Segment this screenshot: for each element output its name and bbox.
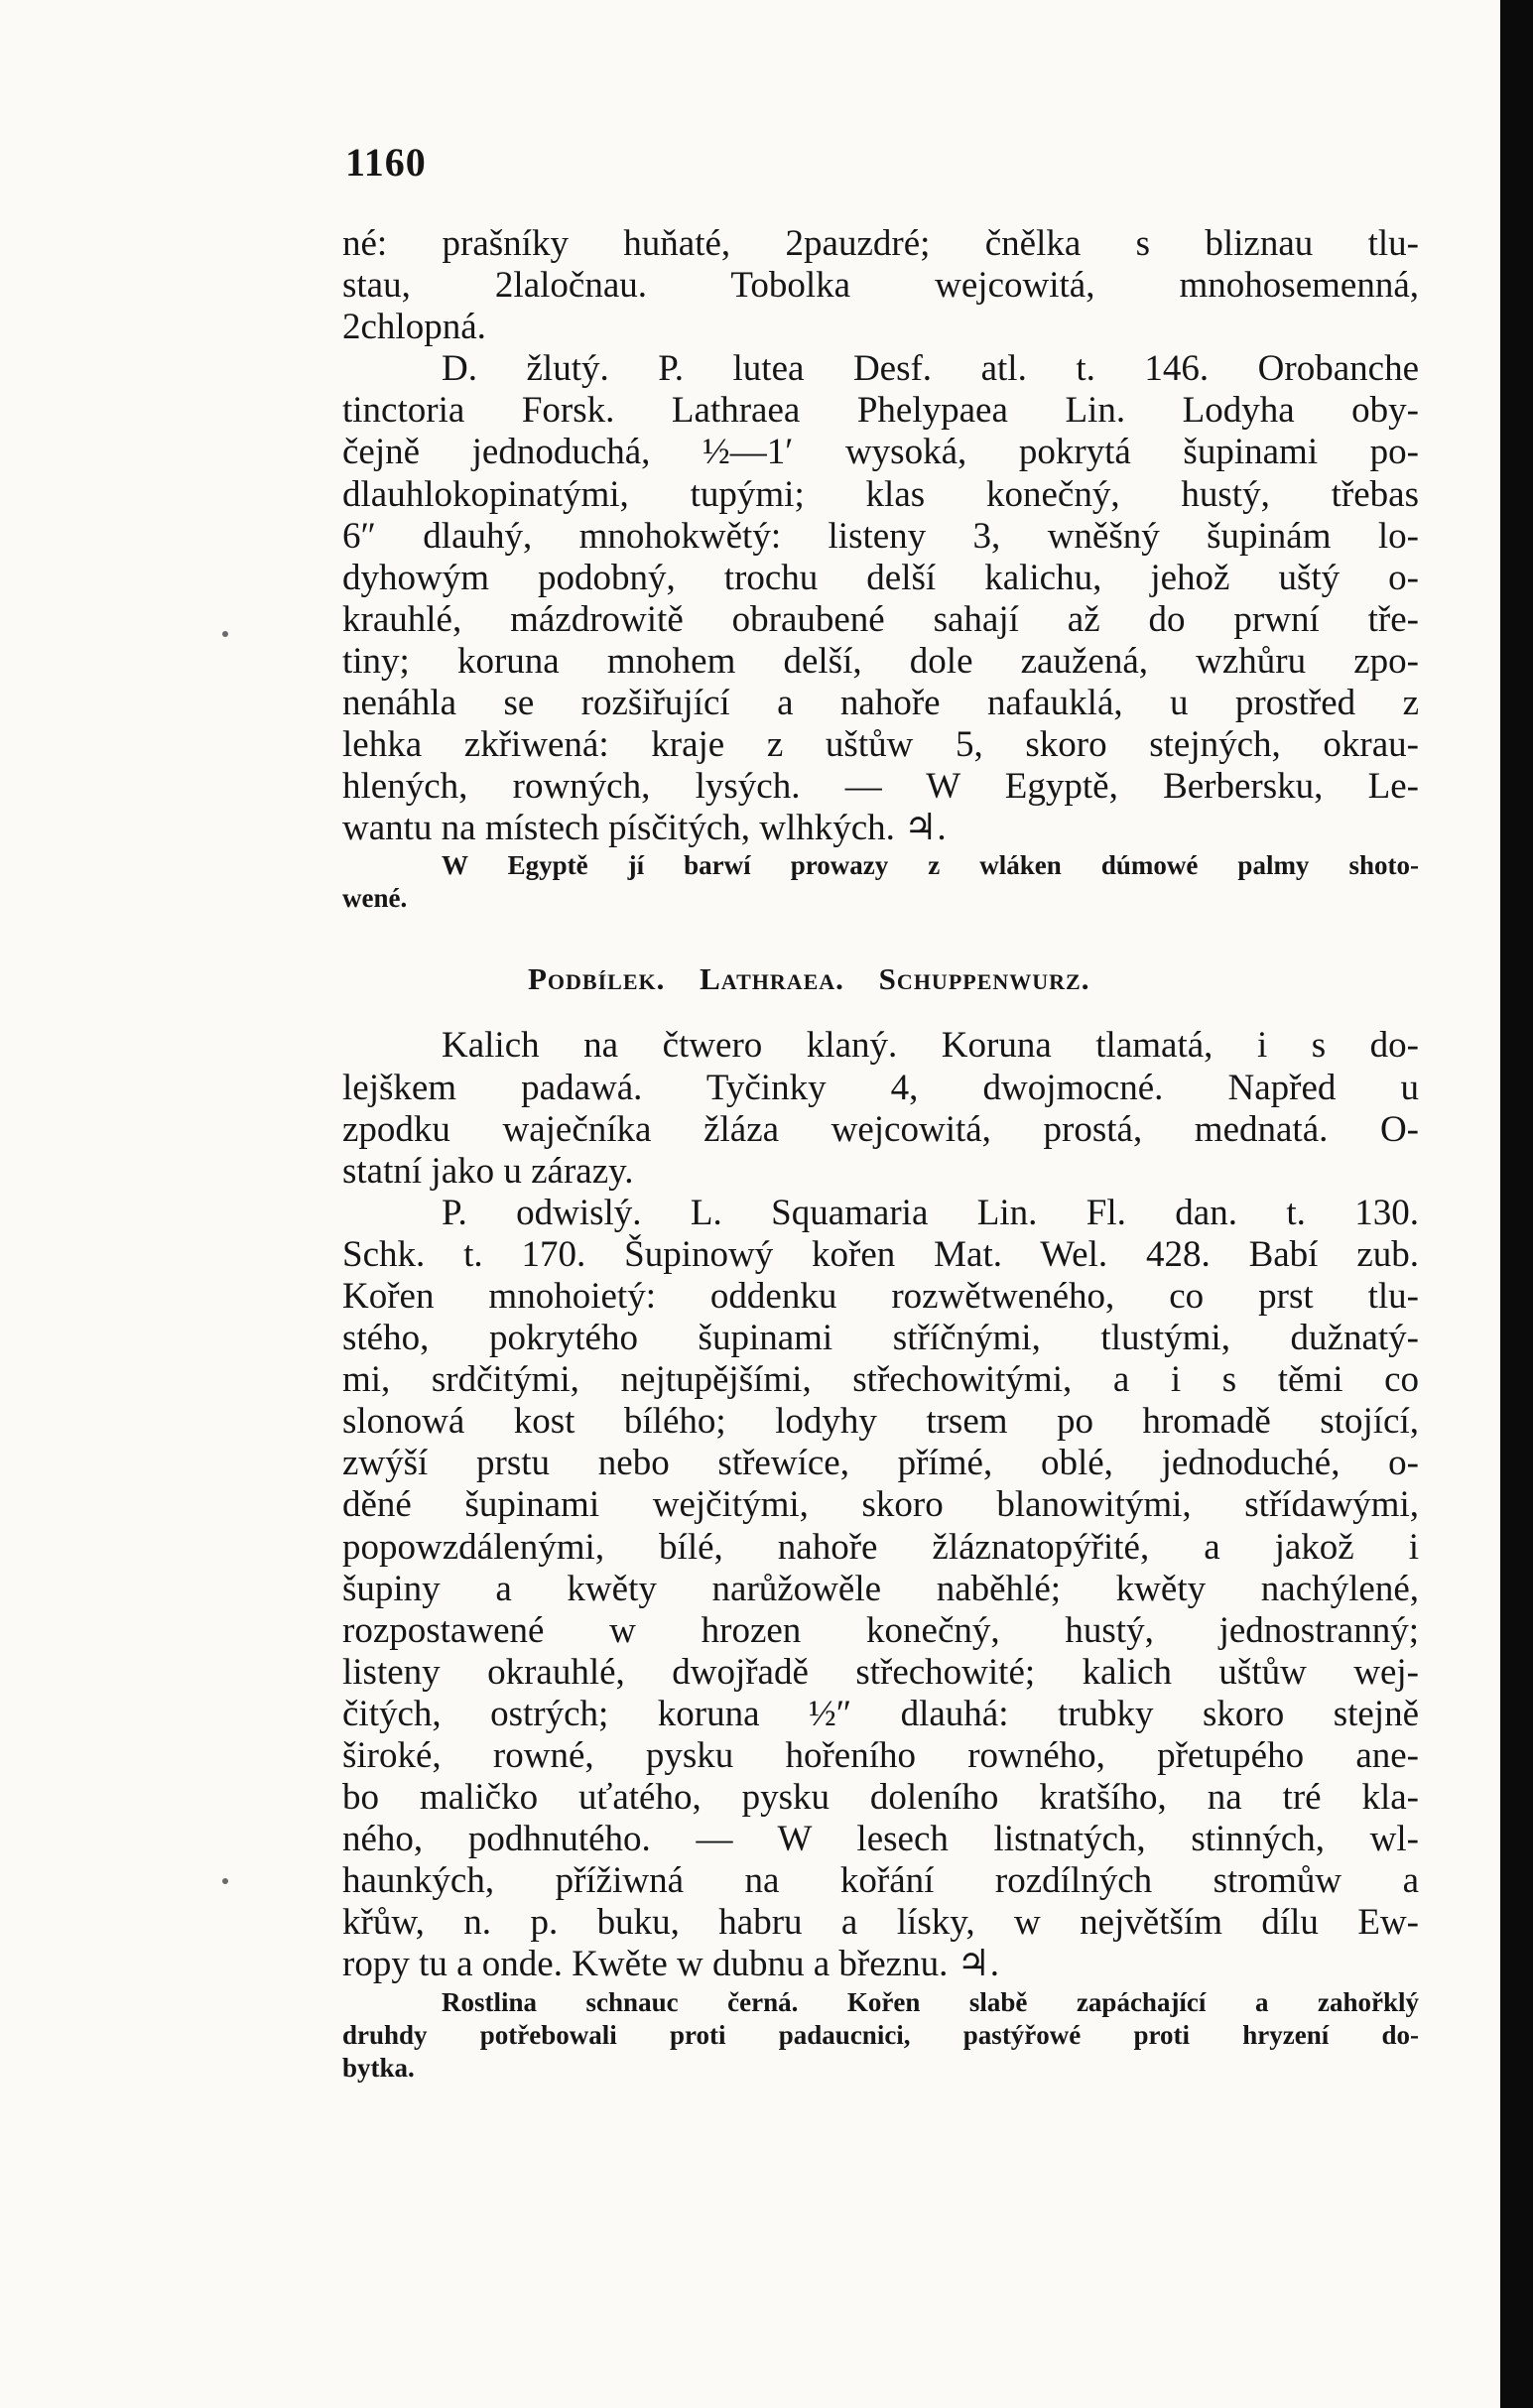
text-line: hlených, rowných, lysých. — W Egyptě, Berbersku, Le- [342, 766, 1419, 808]
text-line: tinctoria Forsk. Lathraea Phelypaea Lin. Lodyha oby- [342, 390, 1419, 432]
margin-speck [222, 1878, 228, 1884]
text-line: rozpostawené w hrozen konečný, hustý, jednostranný; [342, 1609, 1419, 1651]
text-line: Schk. t. 170. Šupinowý kořen Mat. Wel. 428. Babí zub. [342, 1233, 1419, 1275]
text-line: 6″ dlauhý, mnohokwětý: listeny 3, wněšný šupinám lo- [342, 515, 1419, 557]
text-line: stého, pokrytého šupinami stříčnými, tlustými, dužnatý- [342, 1318, 1419, 1359]
text-line: statní jako u zárazy. [342, 1150, 634, 1192]
note-line: druhdy potřebowali proti padaucnici, pastýřowé proti hryzení do- [342, 2019, 1419, 2050]
footnote-egypt [342, 849, 1419, 915]
note-line: wené. [342, 883, 408, 914]
text-line: krauhlé, mázdrowitě obraubené sahají až do prwní tře- [342, 598, 1419, 640]
text-line: P. odwislý. L. Squamaria Lin. Fl. dan. t. 130. [442, 1192, 1419, 1233]
text-line: bo maličko uťatého, pysku doleního kratšího, na tré kla- [342, 1777, 1419, 1819]
text-line: stau, 2laločnau. Tobolka wejcowitá, mnohosemenná, [342, 265, 1419, 307]
text-line: wantu na místech písčitých, wlhkých. ♃. [342, 808, 947, 849]
text-line: ropy tu a onde. Kwěte w dubnu a březnu. ♃. [342, 1944, 999, 1985]
text-line: lehka zkřiwená: kraje z uštůw 5, skoro stejných, okrau- [342, 724, 1419, 766]
text-line: slonowá kost bílého; lodyhy trsem po hromadě stojící, [342, 1401, 1419, 1443]
text-line: zwýší prstu nebo střewíce, přímé, oblé, jednoduché, o- [342, 1443, 1419, 1484]
text-line: ného, podhnutého. — W lesech listnatých, stinných, wl- [342, 1819, 1419, 1860]
text-line: nenáhla se rozšiřující a nahoře nafauklá, u prostřed z [342, 683, 1419, 724]
text-line: děné šupinami wejčitými, skoro blanowitými, střídawými, [342, 1484, 1419, 1526]
text-line: čejně jednoduchá, ½—1′ wysoká, pokrytá šupinami po- [342, 432, 1419, 473]
text-line: Kořen mnohoietý: oddenku rozwětweného, co prst tlu- [342, 1275, 1419, 1317]
note-line: Rostlina schnauc černá. Kořen slabě zapáchající a zahořklý [442, 1986, 1419, 2017]
note-line: W Egyptě jí barwí prowazy z wláken dúmowé palmy shoto- [442, 850, 1419, 881]
species-description-lutea [342, 223, 1419, 849]
margin-speck [222, 631, 228, 637]
text-line: mi, srdčitými, nejtupějšími, střechowitými, a i s těmi co [342, 1359, 1419, 1401]
text-line: D. žlutý. P. lutea Desf. atl. t. 146. Orobanche [442, 348, 1419, 390]
text-line: Kalich na čtwero klaný. Koruna tlamatá, i s do- [442, 1025, 1419, 1067]
text-line: listeny okrauhlé, dwojřadě střechowité; kalich uštůw wej- [342, 1651, 1419, 1693]
text-line: popowzdálenými, bílé, nahoře žláznatopýřité, a jakož i [342, 1526, 1419, 1568]
genus-heading: Podbílek. Lathraea. Schuppenwurz. [528, 961, 1090, 997]
text-line: křůw, n. p. buku, habru a lísky, w největším dílu Ew- [342, 1902, 1419, 1944]
text-line: dlauhlokopinatými, tupými; klas konečný, hustý, třebas [342, 473, 1419, 515]
text-line: haunkých, přížiwná na kořání rozdílných stromůw a [342, 1860, 1419, 1902]
text-line: široké, rowné, pysku hořeního rowného, přetupého ane- [342, 1735, 1419, 1776]
page-body [342, 223, 1419, 2085]
text-line: lejškem padawá. Tyčinky 4, dwojmocné. Napřed u [342, 1067, 1419, 1108]
text-line: šupiny a kwěty narůžowěle naběhlé; kwěty nachýlené, [342, 1568, 1419, 1609]
text-line: zpodku waječníka žláza wejcowitá, prostá, mednatá. O- [342, 1108, 1419, 1150]
text-line: né: prašníky huňaté, 2pauzdré; čnělka s bliznau tlu- [342, 223, 1419, 264]
note-line: bytka. [342, 2052, 415, 2083]
page-number: 1160 [345, 140, 427, 185]
text-line: 2chlopná. [342, 307, 486, 348]
text-line: tiny; koruna mnohem delší, dole zaužená, wzhůru zpo- [342, 640, 1419, 682]
text-line: dyhowým podobný, trochu delší kalichu, jehož uštý o- [342, 557, 1419, 598]
text-line: čitých, ostrých; koruna ½″ dlauhá: trubky skoro stejně [342, 1693, 1419, 1734]
footnote-root-use [342, 1986, 1419, 2085]
genus-description-lathraea [342, 1025, 1419, 1985]
